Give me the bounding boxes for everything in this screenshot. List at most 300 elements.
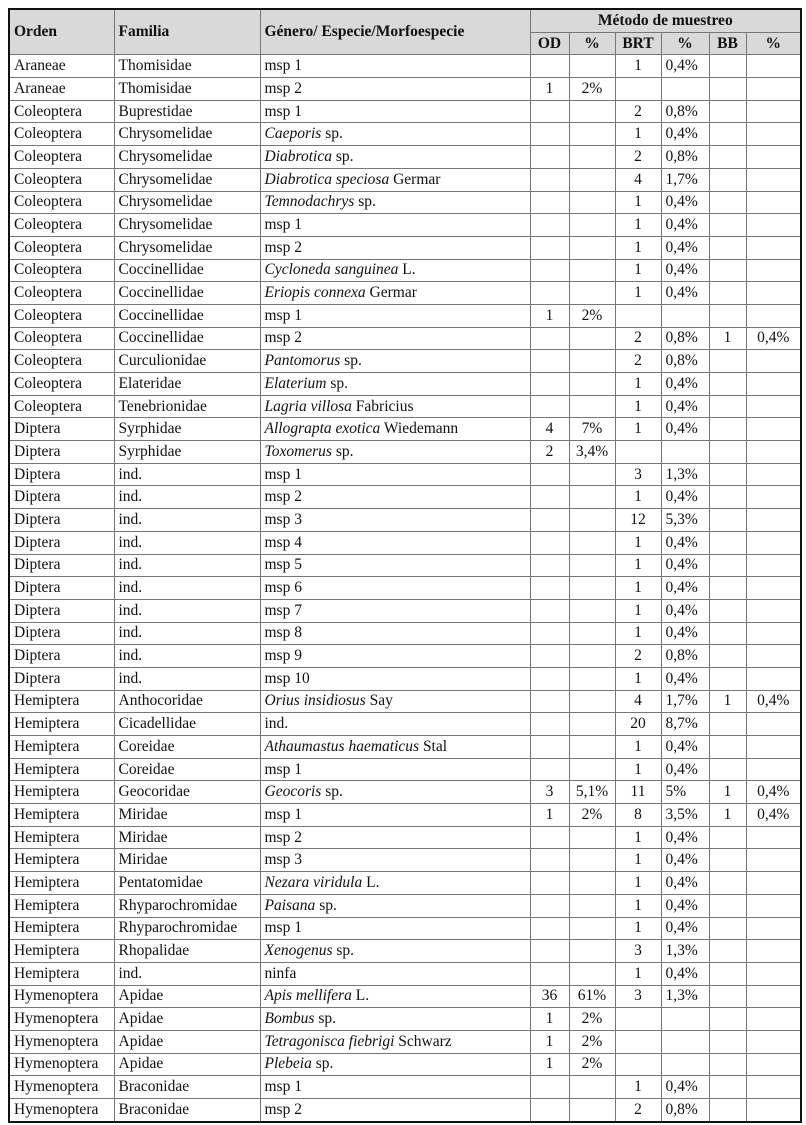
cell-od: [530, 191, 569, 214]
genero-italic: Athaumastus haematicus: [264, 737, 420, 755]
cell-familia: ind.: [114, 577, 260, 600]
table-row: [9, 1076, 801, 1099]
cell-od-pct: [569, 100, 615, 123]
cell-brt: 11: [615, 781, 661, 804]
cell-bb-pct: [746, 1099, 801, 1122]
table-row: [9, 940, 801, 963]
cell-familia: Miridae: [114, 804, 260, 827]
cell-od: [530, 826, 569, 849]
cell-brt-pct: 0,4%: [661, 236, 709, 259]
cell-od: [530, 463, 569, 486]
table-row: [9, 441, 801, 464]
cell-orden: Diptera: [9, 509, 114, 532]
cell-od: [530, 327, 569, 350]
genero-italic: Paisana: [264, 896, 316, 914]
cell-od-pct: [569, 736, 615, 759]
cell-orden: Hymenoptera: [9, 1030, 114, 1053]
cell-genero: [260, 849, 530, 872]
cell-od-pct: [569, 917, 615, 940]
table-row: [9, 463, 801, 486]
cell-genero: [260, 509, 530, 532]
cell-brt-pct: 0,8%: [661, 100, 709, 123]
cell-od-pct: [569, 395, 615, 418]
genero-rest: sp.: [340, 352, 362, 370]
cell-od: [530, 395, 569, 418]
table-row: [9, 191, 801, 214]
header-familia: Familia: [114, 9, 260, 55]
genero-italic: Eriopis connexa: [264, 284, 366, 302]
genero-italic: Cycloneda sanguinea: [264, 261, 399, 279]
cell-brt: 4: [615, 690, 661, 713]
cell-brt: 1: [615, 917, 661, 940]
cell-bb: [709, 509, 746, 532]
cell-od-pct: 2%: [569, 1030, 615, 1053]
cell-genero: [260, 100, 530, 123]
cell-bb: [709, 758, 746, 781]
cell-bb-pct: [746, 395, 801, 418]
cell-od-pct: [569, 123, 615, 146]
cell-bb: [709, 350, 746, 373]
cell-bb: [709, 100, 746, 123]
cell-familia: Chrysomelidae: [114, 168, 260, 191]
cell-genero: [260, 327, 530, 350]
genero-rest: ninfa: [264, 964, 297, 982]
cell-od: [530, 736, 569, 759]
cell-od: [530, 894, 569, 917]
cell-bb-pct: [746, 1053, 801, 1076]
cell-od: [530, 690, 569, 713]
cell-bb: 1: [709, 781, 746, 804]
cell-familia: Thomisidae: [114, 78, 260, 101]
cell-orden: Hemiptera: [9, 940, 114, 963]
cell-familia: Chrysomelidae: [114, 146, 260, 169]
cell-orden: Hemiptera: [9, 736, 114, 759]
cell-bb-pct: [746, 168, 801, 191]
table-row: [9, 78, 801, 101]
cell-orden: Diptera: [9, 463, 114, 486]
cell-genero: [260, 894, 530, 917]
cell-od: 1: [530, 78, 569, 101]
cell-bb: [709, 123, 746, 146]
cell-bb-pct: [746, 577, 801, 600]
cell-familia: Apidae: [114, 1030, 260, 1053]
genero-rest: sp.: [321, 125, 343, 143]
cell-od-pct: [569, 577, 615, 600]
cell-od-pct: 5,1%: [569, 781, 615, 804]
cell-genero: [260, 804, 530, 827]
cell-bb-pct: [746, 304, 801, 327]
cell-genero: [260, 1099, 530, 1122]
cell-bb-pct: [746, 463, 801, 486]
cell-bb-pct: [746, 849, 801, 872]
cell-brt: 1: [615, 1076, 661, 1099]
cell-genero: [260, 758, 530, 781]
cell-genero: [260, 826, 530, 849]
table-row: [9, 962, 801, 985]
cell-bb: [709, 418, 746, 441]
cell-orden: Araneae: [9, 55, 114, 78]
genero-rest: msp 1: [264, 760, 302, 778]
cell-od-pct: [569, 531, 615, 554]
cell-brt: 2: [615, 645, 661, 668]
cell-od-pct: [569, 713, 615, 736]
genero-rest: sp.: [354, 193, 376, 211]
cell-brt-pct: [661, 1008, 709, 1031]
cell-brt: 1: [615, 395, 661, 418]
cell-od-pct: [569, 690, 615, 713]
genero-rest: msp 2: [264, 79, 302, 97]
header-genero: Género/ Especie/Morfoespecie: [260, 9, 530, 55]
cell-od-pct: [569, 667, 615, 690]
cell-familia: Cicadellidae: [114, 713, 260, 736]
genero-rest: msp 3: [264, 851, 302, 869]
genero-rest: msp 2: [264, 828, 302, 846]
cell-brt-pct: 0,4%: [661, 259, 709, 282]
cell-brt-pct: 0,4%: [661, 191, 709, 214]
cell-orden: Diptera: [9, 441, 114, 464]
cell-brt: 1: [615, 418, 661, 441]
cell-familia: Coccinellidae: [114, 327, 260, 350]
cell-bb-pct: [746, 191, 801, 214]
cell-orden: Hemiptera: [9, 781, 114, 804]
cell-od-pct: [569, 599, 615, 622]
cell-brt: 1: [615, 622, 661, 645]
cell-familia: Syrphidae: [114, 441, 260, 464]
table-row: [9, 736, 801, 759]
cell-od: [530, 645, 569, 668]
cell-od: [530, 577, 569, 600]
cell-brt-pct: 0,4%: [661, 123, 709, 146]
cell-brt-pct: 0,4%: [661, 826, 709, 849]
cell-bb: 1: [709, 804, 746, 827]
genero-rest: sp.: [331, 147, 354, 165]
cell-orden: Diptera: [9, 667, 114, 690]
header-brt: BRT: [615, 32, 661, 55]
cell-familia: ind.: [114, 667, 260, 690]
cell-familia: Anthocoridae: [114, 690, 260, 713]
cell-od-pct: [569, 146, 615, 169]
cell-bb: [709, 713, 746, 736]
cell-brt: [615, 78, 661, 101]
cell-od: [530, 849, 569, 872]
cell-od: [530, 55, 569, 78]
cell-bb-pct: [746, 554, 801, 577]
genero-rest: msp 1: [264, 57, 302, 75]
cell-bb: [709, 872, 746, 895]
cell-orden: Diptera: [9, 486, 114, 509]
cell-od: [530, 917, 569, 940]
cell-od-pct: [569, 554, 615, 577]
cell-bb: [709, 1008, 746, 1031]
cell-od-pct: 2%: [569, 1008, 615, 1031]
cell-od: [530, 554, 569, 577]
table-row: [9, 123, 801, 146]
cell-familia: Coccinellidae: [114, 282, 260, 305]
cell-bb-pct: 0,4%: [746, 804, 801, 827]
cell-familia: ind.: [114, 463, 260, 486]
cell-brt: 8: [615, 804, 661, 827]
cell-familia: ind.: [114, 531, 260, 554]
cell-od: 1: [530, 304, 569, 327]
table-row: [9, 486, 801, 509]
genero-rest: msp 1: [264, 1078, 302, 1096]
cell-orden: Hymenoptera: [9, 985, 114, 1008]
table-row: [9, 1030, 801, 1053]
genero-italic: Tetragonisca fiebrigi: [264, 1032, 395, 1050]
cell-od: [530, 259, 569, 282]
cell-orden: Coleoptera: [9, 214, 114, 237]
cell-familia: Miridae: [114, 849, 260, 872]
genero-rest: msp 3: [264, 510, 302, 528]
cell-familia: Elateridae: [114, 373, 260, 396]
cell-brt-pct: 1,7%: [661, 690, 709, 713]
cell-familia: ind.: [114, 599, 260, 622]
cell-orden: Hemiptera: [9, 962, 114, 985]
cell-od: [530, 599, 569, 622]
table-row: [9, 872, 801, 895]
cell-brt-pct: [661, 1053, 709, 1076]
cell-genero: [260, 304, 530, 327]
cell-bb-pct: [746, 259, 801, 282]
cell-familia: Braconidae: [114, 1099, 260, 1122]
table-row: [9, 1053, 801, 1076]
cell-orden: Coleoptera: [9, 259, 114, 282]
cell-genero: [260, 78, 530, 101]
cell-od-pct: [569, 373, 615, 396]
header-bb: BB: [709, 32, 746, 55]
cell-bb: [709, 486, 746, 509]
cell-od-pct: [569, 350, 615, 373]
cell-bb: 1: [709, 327, 746, 350]
genero-rest: L.: [398, 261, 416, 279]
cell-od-pct: [569, 622, 615, 645]
cell-orden: Diptera: [9, 418, 114, 441]
genero-italic: Caeporis: [264, 125, 322, 143]
cell-brt-pct: 0,4%: [661, 1076, 709, 1099]
cell-bb-pct: [746, 736, 801, 759]
genero-rest: msp 7: [264, 601, 302, 619]
genero-italic: Geocoris: [264, 783, 322, 801]
species-sampling-table: [8, 8, 802, 1123]
cell-familia: Coreidae: [114, 758, 260, 781]
cell-od-pct: [569, 259, 615, 282]
cell-brt: 1: [615, 599, 661, 622]
cell-brt: 2: [615, 146, 661, 169]
cell-bb-pct: [746, 282, 801, 305]
cell-familia: Braconidae: [114, 1076, 260, 1099]
cell-od-pct: [569, 236, 615, 259]
cell-brt-pct: 0,4%: [661, 554, 709, 577]
cell-bb-pct: [746, 78, 801, 101]
cell-brt: 12: [615, 509, 661, 532]
cell-familia: Miridae: [114, 826, 260, 849]
header-od-pct: %: [569, 32, 615, 55]
cell-brt-pct: [661, 1030, 709, 1053]
cell-familia: Buprestidae: [114, 100, 260, 123]
cell-orden: Coleoptera: [9, 327, 114, 350]
cell-od: 1: [530, 1053, 569, 1076]
cell-brt: [615, 1008, 661, 1031]
cell-familia: Coccinellidae: [114, 304, 260, 327]
genero-rest: msp 1: [264, 216, 302, 234]
cell-orden: Diptera: [9, 622, 114, 645]
cell-brt: 1: [615, 259, 661, 282]
cell-brt: 1: [615, 667, 661, 690]
table-row: [9, 577, 801, 600]
cell-genero: [260, 350, 530, 373]
cell-brt: 2: [615, 1099, 661, 1122]
table-row: [9, 826, 801, 849]
genero-italic: Temnodachrys: [264, 193, 355, 211]
cell-od-pct: 61%: [569, 985, 615, 1008]
cell-bb: [709, 373, 746, 396]
cell-familia: Rhopalidae: [114, 940, 260, 963]
cell-brt-pct: 5,3%: [661, 509, 709, 532]
cell-od-pct: 2%: [569, 78, 615, 101]
cell-bb: [709, 985, 746, 1008]
cell-orden: Coleoptera: [9, 236, 114, 259]
genero-rest: msp 9: [264, 647, 302, 665]
cell-bb-pct: [746, 418, 801, 441]
cell-od: [530, 214, 569, 237]
cell-familia: ind.: [114, 962, 260, 985]
cell-od: 4: [530, 418, 569, 441]
cell-bb-pct: [746, 373, 801, 396]
cell-od-pct: [569, 962, 615, 985]
cell-familia: Tenebrionidae: [114, 395, 260, 418]
cell-brt-pct: 0,8%: [661, 645, 709, 668]
cell-orden: Diptera: [9, 531, 114, 554]
table-row: [9, 1099, 801, 1122]
cell-bb: [709, 1099, 746, 1122]
cell-orden: Coleoptera: [9, 123, 114, 146]
cell-od: [530, 146, 569, 169]
cell-brt-pct: [661, 441, 709, 464]
cell-bb-pct: [746, 55, 801, 78]
genero-italic: Allograpta exotica: [264, 420, 381, 438]
table-row: [9, 146, 801, 169]
cell-brt: 1: [615, 123, 661, 146]
cell-familia: ind.: [114, 486, 260, 509]
genero-italic: Toxomerus: [264, 442, 332, 460]
table-row: [9, 667, 801, 690]
cell-orden: Diptera: [9, 554, 114, 577]
cell-bb: [709, 1076, 746, 1099]
table-row: [9, 395, 801, 418]
cell-orden: Hemiptera: [9, 894, 114, 917]
cell-brt: 1: [615, 531, 661, 554]
cell-orden: Hemiptera: [9, 804, 114, 827]
cell-familia: Coreidae: [114, 736, 260, 759]
cell-brt-pct: 0,4%: [661, 577, 709, 600]
cell-brt-pct: 0,4%: [661, 736, 709, 759]
cell-bb-pct: 0,4%: [746, 781, 801, 804]
table-row: [9, 894, 801, 917]
cell-orden: Coleoptera: [9, 304, 114, 327]
cell-orden: Hemiptera: [9, 849, 114, 872]
cell-od-pct: [569, 1076, 615, 1099]
cell-brt: 2: [615, 327, 661, 350]
table-row: [9, 100, 801, 123]
cell-bb-pct: [746, 713, 801, 736]
cell-brt-pct: 0,4%: [661, 849, 709, 872]
cell-brt: [615, 441, 661, 464]
cell-brt-pct: 0,4%: [661, 962, 709, 985]
cell-brt-pct: 0,8%: [661, 350, 709, 373]
genero-rest: msp 1: [264, 919, 302, 937]
genero-rest: msp 2: [264, 238, 302, 256]
cell-orden: Araneae: [9, 78, 114, 101]
cell-brt: 1: [615, 55, 661, 78]
cell-od-pct: 2%: [569, 304, 615, 327]
cell-bb-pct: [746, 622, 801, 645]
cell-bb: [709, 577, 746, 600]
table-row: [9, 804, 801, 827]
cell-brt: 1: [615, 962, 661, 985]
cell-orden: Hemiptera: [9, 826, 114, 849]
cell-genero: [260, 917, 530, 940]
cell-familia: Rhyparochromidae: [114, 894, 260, 917]
cell-familia: ind.: [114, 554, 260, 577]
table-row: [9, 758, 801, 781]
cell-genero: [260, 1053, 530, 1076]
cell-od: [530, 758, 569, 781]
table-row: [9, 282, 801, 305]
genero-rest: L.: [362, 873, 380, 891]
cell-brt-pct: [661, 78, 709, 101]
cell-brt-pct: 0,4%: [661, 667, 709, 690]
genero-italic: Plebeia: [264, 1055, 312, 1073]
cell-familia: Chrysomelidae: [114, 236, 260, 259]
table-row: [9, 236, 801, 259]
cell-od-pct: [569, 327, 615, 350]
cell-orden: Hemiptera: [9, 758, 114, 781]
cell-od: [530, 713, 569, 736]
table-row: [9, 690, 801, 713]
genero-italic: Elaterium: [264, 374, 327, 392]
cell-bb-pct: [746, 123, 801, 146]
cell-brt: 2: [615, 350, 661, 373]
cell-genero: [260, 214, 530, 237]
cell-familia: Apidae: [114, 1053, 260, 1076]
table-row: [9, 622, 801, 645]
cell-orden: Coleoptera: [9, 191, 114, 214]
cell-genero: [260, 736, 530, 759]
cell-brt: 2: [615, 100, 661, 123]
cell-brt-pct: 0,4%: [661, 872, 709, 895]
cell-familia: Geocoridae: [114, 781, 260, 804]
cell-brt-pct: 0,4%: [661, 622, 709, 645]
cell-orden: Diptera: [9, 645, 114, 668]
cell-brt: [615, 1030, 661, 1053]
genero-rest: Wiedemann: [380, 420, 459, 438]
cell-genero: [260, 236, 530, 259]
cell-orden: Hemiptera: [9, 713, 114, 736]
genero-italic: Nezara viridula: [264, 873, 363, 891]
cell-orden: Coleoptera: [9, 395, 114, 418]
cell-bb: [709, 849, 746, 872]
cell-orden: Hymenoptera: [9, 1008, 114, 1031]
cell-orden: Hemiptera: [9, 872, 114, 895]
cell-bb: [709, 395, 746, 418]
cell-genero: [260, 940, 530, 963]
cell-od-pct: 2%: [569, 1053, 615, 1076]
genero-italic: Lagria villosa: [264, 397, 352, 415]
table-body: [9, 55, 801, 1122]
cell-bb-pct: [746, 985, 801, 1008]
genero-rest: sp.: [332, 942, 355, 960]
header-row-1: [9, 9, 801, 32]
